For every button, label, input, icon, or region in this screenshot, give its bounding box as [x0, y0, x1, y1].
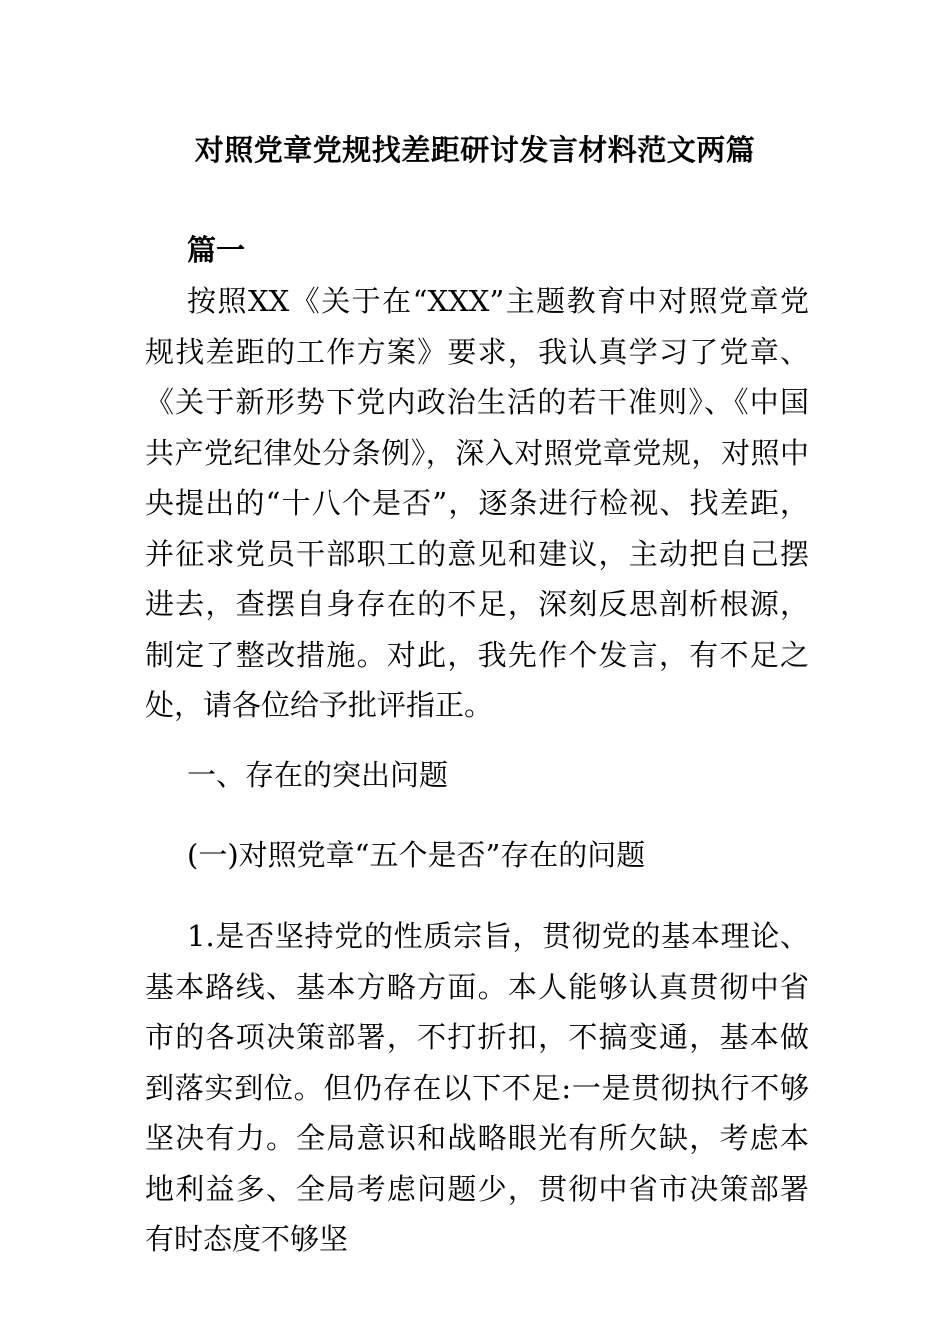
section-label: 篇一 — [187, 233, 246, 267]
document-title: 对照党章党规找差距研讨发言材料范文两篇 — [194, 133, 756, 167]
intro-paragraph: 按照XX《关于在“XXX”主题教育中对照党章党规找差距的工作方案》要求，我认真学习了党章、《关于新形势下党内政治生活的若干准则》、《中国共产党纪律处分条例》，深入对照党章党规，对照中央提出的“十八个是否”，逐条进行检视、找差距，并征求党员干部职工的意见和建议，主动把自己摆进去，查摆自身存在的不足，深刻反思剖析根源，制定了整改措施。对此，我先作个发言，有不足之处，请各位给予批评指正。 — [145, 284, 809, 722]
item-1-paragraph: 1.是否坚持党的性质宗旨，贯彻党的基本理论、基本路线、基本方略方面。本人能够认真贯彻中省市的各项决策部署，不打折扣，不搞变通，基本做到落实到位。但仍存在以下不足:一是贯彻执行不够坚决有力。全局意识和战略眼光有所欠缺，考虑本地利益多、全局考虑问题少，贯彻中省市决策部署有时态度不够坚 — [145, 919, 809, 1256]
subheading-five-questions: (一)对照党章“五个是否”存在的问题 — [187, 838, 646, 872]
heading-problems: 一、存在的突出问题 — [187, 758, 449, 792]
